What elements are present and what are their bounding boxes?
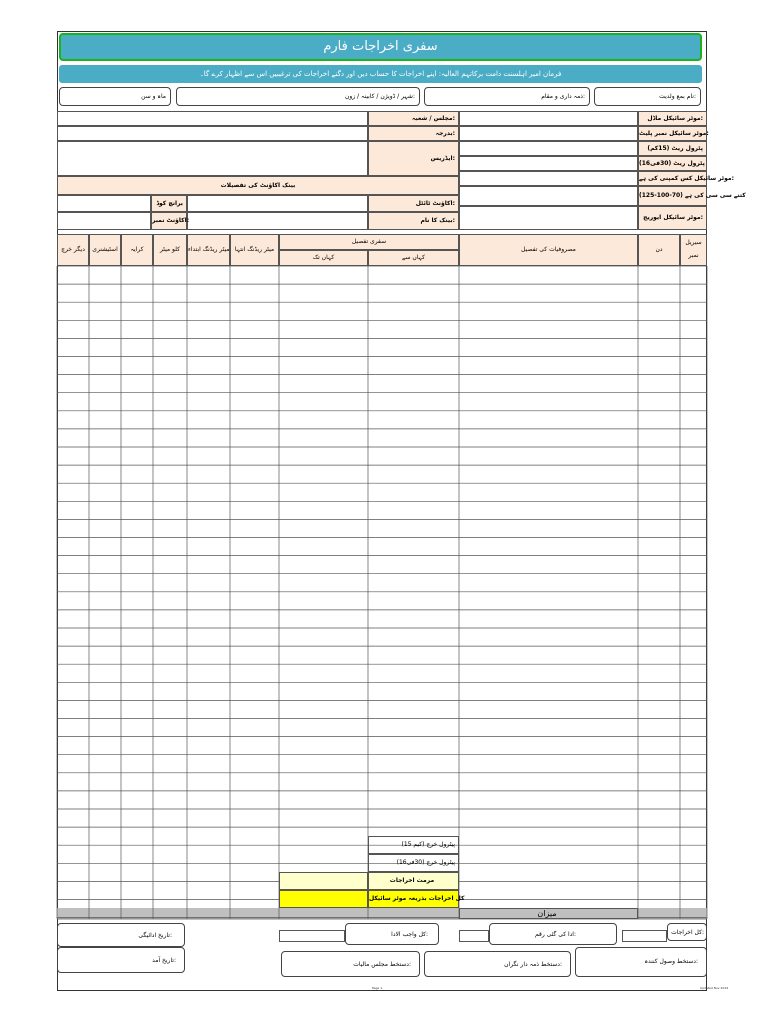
advance-field[interactable] [489,923,617,945]
col-km-header: کلو میٹر [153,234,187,266]
col-meter-start-header: میٹر ریڈنگ ابتداء [187,234,230,266]
repair-label: مرمت اخراجات [368,872,459,890]
finance-sign-label: دستخط مجلس مالیات: [353,961,411,968]
total-due-label: کل واجب الادا: [391,931,428,938]
month-label: ماہ و سن [141,93,166,100]
rank-label: بدرجہ: [368,126,459,141]
receive-date-label: تاریخ آمد: [152,957,176,964]
col-travel-header: سفری تفصیل [279,234,459,250]
col-details-header: مصروفیات کی تفصیل [459,234,638,266]
col-serial-label: سیریل [685,239,702,246]
col-from-header: کہاں سے [368,250,459,266]
vehicle-company-label: موٹر سائیکل کس کمپنی کی ہے: [638,171,707,186]
advance-input[interactable] [459,930,489,942]
responsibility-label: ذمہ داری و مقام: [541,93,585,100]
petrol-rate-15-label: پٹرول ریٹ (15کم) [638,141,707,156]
receive-date-field[interactable] [57,947,185,973]
col-other-header: دیگر خرچ [57,234,89,266]
petrol-rate-30-label: پٹرول ریٹ (30فی16) [638,156,707,171]
total-expenses-input[interactable] [622,930,667,942]
bank-section-heading: بینک اکاؤنٹ کی تفصیلات [57,176,459,195]
supervisor-sign-field[interactable] [424,951,571,977]
total-expenses-label: کل اخراجات: [671,929,704,936]
branch-code-label: برانچ کوڈ [151,195,187,212]
city-label: شہر / ڈویژن / کابینہ / زون: [344,93,415,100]
repair-input[interactable] [279,872,368,890]
name-label: نام بمع ولدیت: [659,93,696,100]
petrol-15-label: پیٹرول خرچ (کیم 15) [368,836,459,854]
bank-name-label: بینک کا نام: [368,212,459,230]
vehicle-cc-label: کتنے سی سی کی ہے (70-100-125) [638,186,707,206]
petrol-30-label: پیٹرول خرچ (30فی16) [368,854,459,872]
col-serial-sublabel: نمبر [688,252,699,259]
supervisor-sign-label: دستخط ذمہ دار نگران: [504,961,562,968]
receiver-sign-field[interactable] [575,947,707,977]
submit-date-label: تاریخ ادائیگی: [138,932,172,939]
col-to-header: کہاں تک [279,250,368,266]
version-note: Updated Nov 2019 [700,986,729,990]
address-label: ایڈریس: [368,141,459,176]
total-bike-label: کل اخراجات بذریعہ موٹر سائیکل [368,890,459,908]
account-number-label: اکاؤنٹ نمبر: [151,212,187,230]
advance-label: ادا کی گئی رقم: [534,931,576,938]
col-meter-end-header: میٹر ریڈنگ انتہا [230,234,279,266]
finance-sign-field[interactable] [281,951,420,977]
col-fare-header: کرایہ [121,234,153,266]
vehicle-number-label: موٹر سائیکل نمبر پلیٹ: [638,126,707,141]
form-subtitle: فرمان امیر اہلسنت دامت برکاتہم العالیہ: اپنے اخراجات کا حساب دیں اور دگنے اخراجات کی ترغیبیں اس سے اظہار کرے گا۔ [59,65,702,83]
vehicle-model-label: موٹر سائیکل ماڈل: [638,111,707,126]
page-number: Page 1 [372,986,383,990]
total-due-input[interactable] [279,930,345,942]
account-title-label: اکاؤنٹ ٹائٹل: [368,195,459,212]
sum-label: میزان [459,908,638,919]
submit-date-field[interactable] [57,923,185,947]
receiver-sign-label: دستخط وصول کنندہ: [644,958,698,965]
vehicle-average-label: موٹر سائیکل ایوریج: [638,206,707,230]
total-due-field[interactable] [345,923,439,945]
majlis-label: مجلس / شعبہ: [368,111,459,126]
total-expenses-field[interactable] [667,923,707,941]
col-date-header: دن [638,234,680,266]
form-title: سفری اخراجات فارم [59,33,702,61]
total-bike-input[interactable] [279,890,368,908]
col-stationery-header: اسٹیشنری [89,234,121,266]
